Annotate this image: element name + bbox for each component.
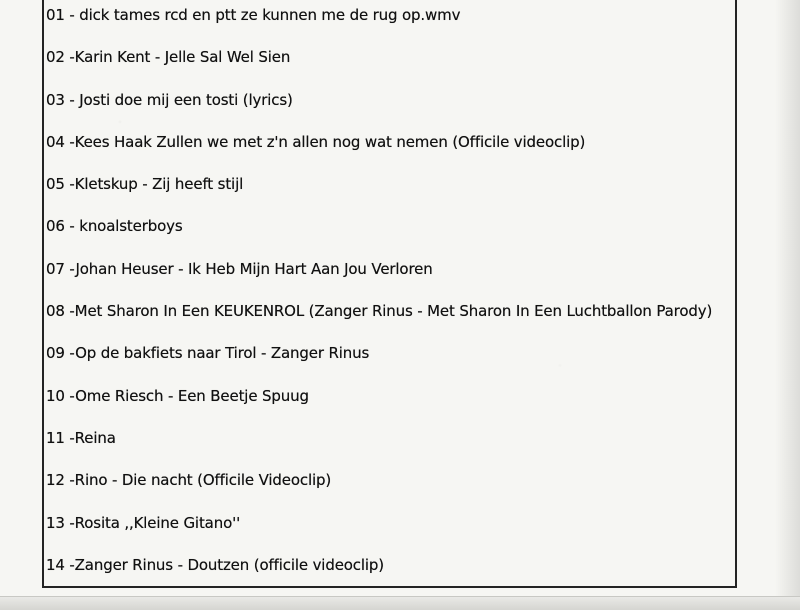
track-item: 14 -Zanger Rinus - Doutzen (officile videoclip) bbox=[46, 555, 385, 574]
track-item: 10 -Ome Riesch - Een Beetje Spuug bbox=[46, 386, 309, 405]
track-item: 11 -Reina bbox=[46, 428, 116, 447]
track-list bbox=[46, 4, 726, 596]
scan-edge-shadow bbox=[775, 0, 800, 609]
track-item: 12 -Rino - Die nacht (Officile Videoclip) bbox=[46, 471, 332, 490]
track-item: 13 -Rosita ,,Kleine Gitano'' bbox=[46, 513, 241, 532]
track-item: 03 - Josti doe mij een tosti (lyrics) bbox=[46, 90, 293, 109]
track-item: 01 - dick tames rcd en ptt ze kunnen me de rug op.wmv bbox=[46, 6, 461, 24]
track-item: 08 -Met Sharon In Een KEUKENROL (Zanger Rinus - Met Sharon In Een Luchtballon Parody) bbox=[46, 302, 713, 321]
scan-bottom-edge bbox=[0, 596, 800, 610]
track-item: 09 -Op de bakfiets naar Tirol - Zanger Rinus bbox=[46, 344, 370, 363]
track-item: 02 -Karin Kent - Jelle Sal Wel Sien bbox=[46, 48, 291, 67]
track-item: 05 -Kletskup - Zij heeft stijl bbox=[46, 175, 244, 194]
track-item: 06 - knoalsterboys bbox=[46, 217, 183, 236]
track-item: 04 -Kees Haak Zullen we met z'n allen nog wat nemen (Officile videoclip) bbox=[46, 132, 586, 151]
track-item: 07 -Johan Heuser - Ik Heb Mijn Hart Aan Jou Verloren bbox=[46, 259, 433, 278]
